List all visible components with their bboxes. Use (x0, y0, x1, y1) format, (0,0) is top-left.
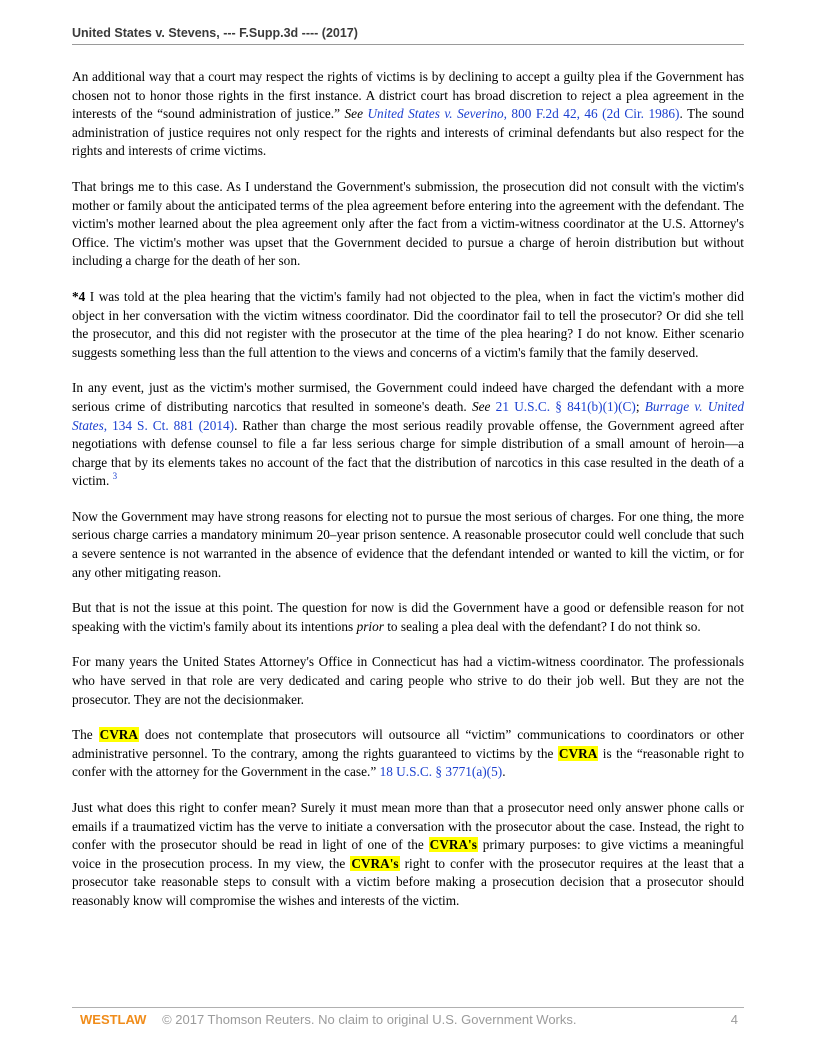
header-divider (72, 44, 744, 45)
paragraph-7: For many years the United States Attorney's Office in Connecticut has had a victim-witness coordinator. The professionals who have served in that role are very dedicated and caring people who strive to do their job well. But they are not the prosecutor. They are not the decisionmaker. (72, 654, 744, 707)
header-title: United States v. Stevens, --- F.Supp.3d ---- (2017) (72, 26, 358, 40)
paragraph-9: Just what does this right to confer mean? Surely it must mean more than that a prosecutor need only answer phone calls or emails if a traumatized victim has the verve to initiate a conversation with the prosecutor about the case. Instead, the right to confer with the prosecutor should be read in light of one of the CVRA's primary purposes: to give victims a meaningful voice in the prosecution process. In my view, the CVRA's right to confer with the prosecutor requires at the least that a prosecutor take reasonable steps to consult with a victim before making a prosecution decision that a prosecutor should reasonably know will compromise the wishes and interests of the victim. (72, 800, 744, 908)
paragraph-2: That brings me to this case. As I understand the Government's submission, the prosecution did not consult with the victim's mother or family about the anticipated terms of the plea agreement before entering into the agreement with the defendant. The victim's mother learned about the plea agreement only after the fact from a victim-witness coordinator at the U.S. Attorney's Office. The victim's mother was upset that the Government decided to pursue a charge of heroin distribution but without including a charge for the death of her son. (72, 178, 744, 269)
footer-divider (72, 1007, 744, 1008)
paragraph-3: *4 I was told at the plea hearing that the victim's family had not objected to the plea, when in fact the victim's mother did object in her conversation with the victim witness coordinator. Did the coordinator fail to tell the prosecutor? Or did she tell the prosecutor, and this did not register with the prosecutor at the time of the plea hearing? I do not know. Either scenario suggests something less than the full attention to the views and concerns of a victim's family that the family deserved. (72, 288, 744, 360)
paragraph-5: Now the Government may have strong reasons for electing not to pursue the most serious of charges. For one thing, the more serious charge carries a mandatory minimum 20–year prison sentence. A reasonable prosecutor could well conclude that such a severe sentence is not warranted in the absence of evidence that the defendant intended or wanted to kill the victim, or for any other mitigating reason. (72, 508, 744, 580)
statute-841-link[interactable]: 21 U.S.C. § 841(b)(1)(C) (495, 398, 636, 414)
paragraph-4: In any event, just as the victim's mother surmised, the Government could indeed have charged the defendant with a more serious crime of distributing narcotics that resulted in someone's death. See 21 U.S.C. § 841(b)(1)(C); Burrage v. United States, 134 S. Ct. 881 (2014). Rather than charge the most serious readily provable offense, the Government agreed after negotiations with defense counsel to file a far less serious charge for simple distribution of a small amount of heroin—a charge that by its elements takes no account of the fact that the distribution of narcotics in this case resulted in the death of a victim. $^3$ (72, 380, 744, 489)
see-signal: See (471, 398, 491, 414)
statute-3771-link[interactable]: 18 U.S.C. § 3771(a)(5) (379, 764, 503, 780)
see-signal: See (344, 106, 363, 122)
star-page-marker: *4 (72, 288, 86, 304)
paragraph-6: But that is not the issue at this point. The question for now is did the Government have a good or defensible reason for not speaking with the victim's family about its intentions prior to sealing a plea deal with the defendant? I do not think so. (72, 600, 744, 634)
search-term-highlight: CVRA's (351, 855, 399, 871)
burrage-citation-link[interactable]: Burrage v. United States, 134 S. Ct. 881 (2014) (72, 398, 744, 433)
copyright-notice: © 2017 Thomson Reuters. No claim to original U.S. Government Works. (162, 1012, 577, 1027)
opinion-body (72, 68, 744, 928)
westlaw-logo: WESTLAW (80, 1012, 147, 1027)
search-term-highlight: CVRA's (429, 837, 477, 853)
search-term-highlight: CVRA (99, 727, 139, 743)
paragraph-8: The CVRA does not contemplate that prosecutors will outsource all “victim” communications to coordinators or other administrative personnel. To the contrary, among the rights guaranteed to victims by the CVRA is the “reasonable right to confer with the attorney for the Government in the case.” 18 U.S.C. § 3771(a)(5). (72, 727, 744, 780)
paragraph-1: An additional way that a court may respect the rights of victims is by declining to accept a guilty plea if the Government has chosen not to honor those rights in the first instance. A district court has broad discretion to reject a plea agreement in the interests of the “sound administration of justice.” See United States v. Severino, 800 F.2d 42, 46 (2d Cir. 1986). The sound administration of justice requires not only respect for the rights and interests of criminal defendants but also respect for the rights and interests of crime victims. (72, 69, 744, 159)
search-term-highlight: CVRA (558, 745, 598, 761)
running-header (72, 26, 744, 40)
footnote-3-link[interactable]: 3 (112, 471, 118, 482)
severino-citation-link[interactable]: United States v. Severino, 800 F.2d 42, 46 (2d Cir. 1986) (367, 106, 680, 122)
page-number: 4 (730, 1012, 738, 1027)
emphasis-prior: prior (356, 618, 384, 634)
page-footer (72, 1012, 744, 1027)
